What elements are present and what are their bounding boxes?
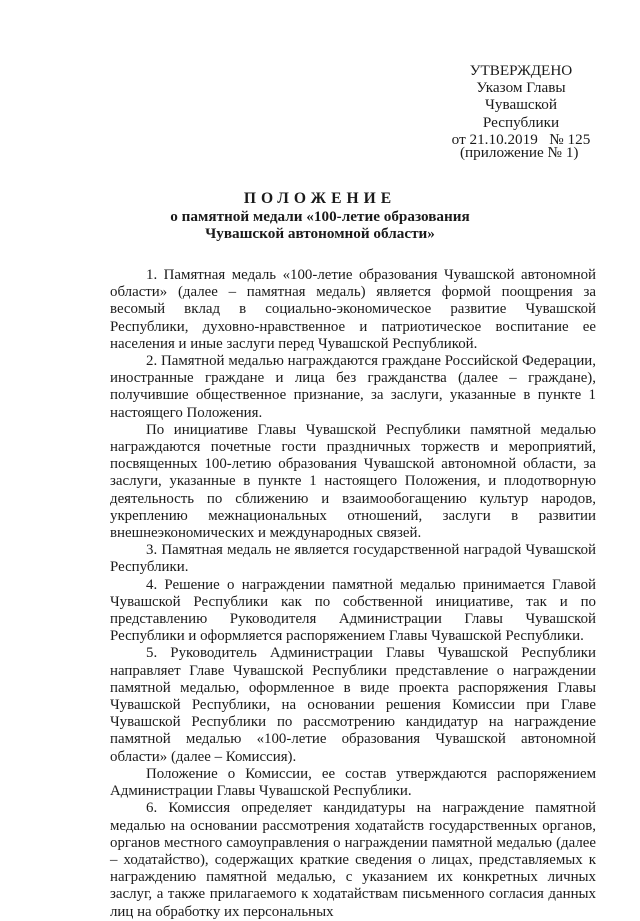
approval-heading: УТВЕРЖДЕНО — [469, 62, 573, 79]
paragraph-3: 3. Памятная медаль не является государственной наградой Чувашской Республики. — [110, 542, 596, 576]
paragraph-2-continued: По инициативе Главы Чувашской Республики памятной медалью награждаются почетные гости праздничных торжеств и мероприятий, посвященных 100-летию образования Чувашской автономной области, за заслуги, указанные в пункте 1 настоящего Положения, и плодотворную деятельность по сближению и взаимообогащению культур народов, укреплению межнациональных отношений, заслуги в развитии внешнеэкономических и международных связей. — [110, 421, 596, 542]
approval-republic-line: Чувашской Республики — [482, 96, 560, 131]
paragraph-5: 5. Руководитель Администрации Главы Чувашской Республики направляет Главе Чувашской Республики представление о награждении памятной медалью, оформленное в виде проекта распоряжения Главы Чувашской Республики, на основании решения Комиссии при Главе Чувашской Республики по рассмотрению кандидатур на награждение памятной медалью «100-летие образования Чувашской автономной области» (далее – Комиссия). — [110, 645, 596, 765]
paragraph-1: 1. Памятная медаль «100-летие образования Чувашской автономной области» (далее – памятная медаль) является формой поощрения за весомый вклад в социально-экономическое развитие Чувашской Республики, духовно-нравственное и патриотическое воспитание ее населения и иные заслуги перед Чувашской Республикой. — [110, 267, 596, 352]
document-body — [110, 267, 596, 921]
document-title — [0, 190, 640, 243]
title-main: ПОЛОЖЕНИЕ — [243, 190, 397, 207]
title-subtitle-line-2: Чувашской автономной области» — [205, 225, 435, 243]
paragraph-2: 2. Памятной медалью награждаются граждане Российской Федерации, иностранные граждане и лица без гражданства (далее – граждане), получившие общественное признание, за заслуги, указанные в пункте 1 настоящего Положения. — [110, 353, 596, 421]
approval-stamp — [446, 62, 596, 148]
approval-date-number: от 21.10.2019 № 125 — [451, 130, 591, 148]
paragraph-4: 4. Решение о награждении памятной медалью принимается Главой Чувашской Республики как по собственной инициативе, так и по представлению Руководителя Администрации Главы Чувашской Республики и оформляется распоряжением Главы Чувашской Республики. — [110, 576, 596, 645]
title-subtitle-line-1: о памятной медали «100-летие образования — [170, 207, 470, 225]
paragraph-6: 6. Комиссия определяет кандидатуры на награждение памятной медалью на основании рассмотрения ходатайств государственных органов, органов местного самоуправления о награждении памятной медалью (далее – ходатайство), содержащих краткие сведения о лицах, представляемых к награждению памятной медалью, с указанием их конкретных личных заслуг, а также прилагаемого к ходатайствам письменного согласия данных лиц на обработку их персональных — [110, 800, 596, 920]
paragraph-5-continued: Положение о Комиссии, ее состав утверждаются распоряжением Администрации Главы Чувашской Республики. — [110, 765, 596, 800]
appendix-note: (приложение № 1) — [460, 144, 579, 161]
approval-decree-line: Указом Главы — [476, 79, 566, 97]
